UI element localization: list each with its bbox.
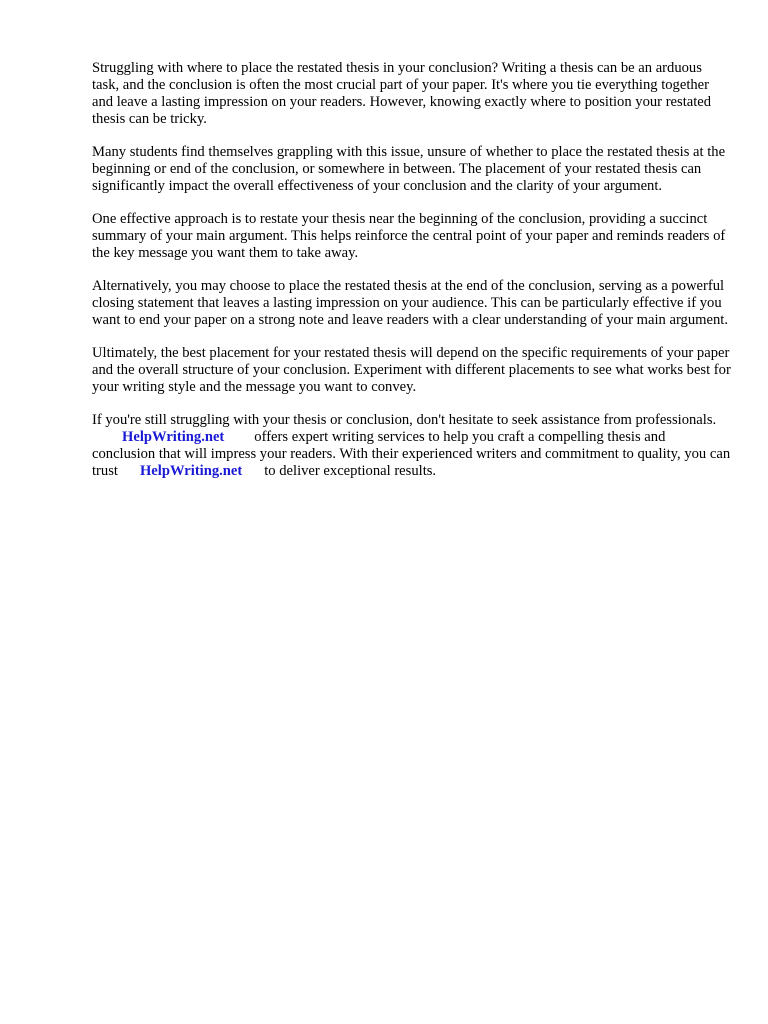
paragraph-intro: Struggling with where to place the restated thesis in your conclusion? Writing a thesis can be an arduous task, and the conclusion is often the most crucial part of your paper. It's where you tie everything together and leave a lasting impression on your readers. However, knowing exactly where to position your restated thesis can be tricky. bbox=[92, 60, 712, 127]
helpwriting-link-1[interactable]: HelpWriting.net bbox=[122, 429, 225, 445]
paragraph-end-approach: Alternatively, you may choose to place the restated thesis at the end of the conclusion, serving as a powerful closing statement that leaves a lasting impression on your audience. This can be particularly effective if you want to end your paper on a strong note and leave readers with a clear understanding of your main argument. bbox=[92, 278, 728, 328]
paragraph-promo bbox=[92, 412, 732, 480]
paragraph-beginning-approach: One effective approach is to restate your thesis near the beginning of the conclusion, providing a succinct summary of your main argument. This helps reinforce the central point of your paper and reminds readers of the key message you want them to take away. bbox=[92, 211, 726, 261]
paragraph-placement-issue: Many students find themselves grappling with this issue, unsure of whether to place the restated thesis at the beginning or end of the conclusion, or somewhere in between. The placement of your restated thesis can significantly impact the overall effectiveness of your conclusion and the clarity of your argument. bbox=[92, 144, 726, 194]
helpwriting-link-2[interactable]: HelpWriting.net bbox=[139, 463, 243, 479]
paragraph-ultimately: Ultimately, the best placement for your restated thesis will depend on the specific requirements of your paper and the overall structure of your conclusion. Experiment with different placements to see what works best for your writing style and the message you want to convey. bbox=[92, 345, 731, 395]
document-body bbox=[92, 60, 732, 496]
promo-text-middle: offers expert writing services to help you craft a compelling thesis and conclusion that will impress your readers. With their experienced writers and commitment to quality, you can trust bbox=[92, 429, 731, 479]
promo-text-start: If you're still struggling with your thesis or conclusion, don't hesitate to seek assistance from professionals. bbox=[92, 412, 717, 428]
promo-text-end: to deliver exceptional results. bbox=[264, 463, 437, 479]
